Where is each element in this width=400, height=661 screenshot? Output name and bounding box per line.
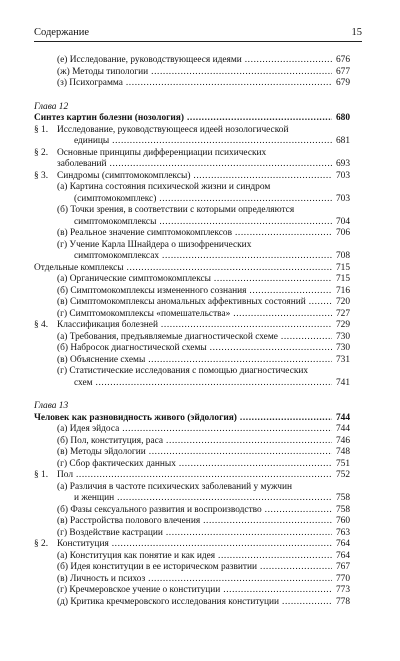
toc-entry-page: 748 <box>335 447 350 457</box>
page-number: 15 <box>351 27 362 38</box>
toc-entry[interactable] <box>34 309 350 321</box>
toc-entry-label: (г) Статистические исследования с помощью диагностических <box>57 366 309 376</box>
toc-entry-label: (б) Набросок диагностической схемы ..... <box>57 343 332 355</box>
toc-entry-label: (а) Конституция как понятие и как идея ..... <box>57 551 332 563</box>
toc-entry[interactable] <box>34 539 350 551</box>
toc-entry-page: 767 <box>335 562 350 572</box>
toc-entry-label: (а) Органические симптомокомплексы ..... <box>57 274 332 286</box>
section-number: § 2. <box>34 539 49 549</box>
toc-entry-label: (б) Точки зрения, в соответствии с которыми определяются <box>57 205 295 215</box>
toc-entry-label: (а) Требования, предъявляемые диагностической схеме ..... <box>57 332 332 344</box>
toc-entry[interactable] <box>34 263 350 275</box>
toc-entry-page: 744 <box>335 412 350 423</box>
toc-entry-label-cont: единицы ..... <box>74 136 332 148</box>
toc-entry[interactable] <box>34 171 350 183</box>
toc-entry-page: 730 <box>335 331 350 342</box>
toc-entry-page: 744 <box>335 424 350 434</box>
chapter-title-entry[interactable] <box>34 413 350 425</box>
toc-entry-page: 693 <box>335 159 350 169</box>
toc-entry[interactable] <box>34 528 350 540</box>
toc-entry[interactable] <box>34 320 350 332</box>
toc-entry-label-cont: симптомокомплексы ..... <box>74 217 332 229</box>
toc-entry-label: (в) Объяснение схемы ..... <box>57 355 332 367</box>
toc-entry-label-cont: заболеваний ..... <box>57 159 332 171</box>
toc-entry-page: 778 <box>335 596 350 607</box>
toc-entry-page: 764 <box>335 550 350 561</box>
toc-entry-label: (в) Реальное значение симптомокомплексов ..... <box>57 228 332 240</box>
toc-entry-label: (г) Воздействие кастрации ..... <box>57 528 332 540</box>
toc-entry-page: 763 <box>335 527 350 538</box>
toc-entry-page: 680 <box>335 113 350 123</box>
toc-entry-label-cont: симптомокомплексах ..... <box>74 251 332 263</box>
toc-entry-page: 727 <box>335 308 350 319</box>
toc-entry-label: (б) Идея конституции в ее историческом развитии ..... <box>57 562 332 574</box>
chapter-heading: Глава 13 <box>34 401 69 411</box>
chapter-title-entry[interactable] <box>34 113 350 125</box>
toc-entry-label: Пол <box>57 470 74 480</box>
toc-entry-label: (б) Пол, конституция, раса ..... <box>57 436 332 448</box>
toc-entry[interactable] <box>34 297 350 309</box>
toc-entry-label: (а) Идея эйдоса ..... <box>57 424 332 436</box>
toc-entry[interactable] <box>34 470 350 482</box>
toc-entry[interactable] <box>34 459 350 471</box>
toc-entry-page: 716 <box>335 285 350 296</box>
toc-entry-label: Исследование, руководствующееся идеей нозологической <box>57 124 289 135</box>
toc-entry-page: 760 <box>335 516 350 526</box>
toc-entry[interactable] <box>34 551 350 563</box>
toc-entry[interactable] <box>34 205 350 228</box>
toc-entry-page: 708 <box>335 251 350 261</box>
toc-entry[interactable] <box>34 424 350 436</box>
toc-entry[interactable] <box>34 67 350 79</box>
toc-entry[interactable] <box>34 447 350 459</box>
toc-entry-page: 706 <box>335 228 350 238</box>
toc-entry-label: Конституция <box>57 539 109 549</box>
toc-entry[interactable] <box>34 286 350 298</box>
toc-entry[interactable] <box>34 516 350 528</box>
toc-entry-page: 764 <box>335 539 350 549</box>
toc-entry-page: 729 <box>335 320 350 330</box>
toc-entry-page: 751 <box>335 458 350 469</box>
section-number: § 1. <box>34 124 49 135</box>
toc-entry[interactable] <box>34 55 350 67</box>
toc-entry-page: 758 <box>335 504 350 515</box>
running-header <box>34 27 362 42</box>
toc-entry-label: (г) Кречмеровское учение о конституции ..... <box>57 585 332 597</box>
toc-entry-page: 730 <box>335 343 350 353</box>
toc-entry-label-cont: (симптомокомплекс) ..... <box>74 194 332 206</box>
toc-entry-page: 676 <box>335 55 350 65</box>
toc-entry-page: 773 <box>335 585 350 595</box>
toc-entry-label: Отдельные комплексы ..... <box>34 263 332 275</box>
toc-entry[interactable] <box>34 240 350 263</box>
toc-entry-page: 704 <box>335 216 350 227</box>
chapter-title: Человек как разновидность живого (эйдология) ..... <box>34 413 332 425</box>
toc-entry[interactable] <box>34 332 350 344</box>
running-title: Содержание <box>34 27 90 38</box>
toc-entry-label: Синдромы (симптомокомплексы) <box>57 170 191 181</box>
toc-entry-label: Основные принципы дифференциации психических <box>57 147 267 158</box>
toc-entry-page: 703 <box>335 170 350 181</box>
toc-entry[interactable] <box>34 597 350 609</box>
table-of-contents <box>34 55 350 608</box>
toc-entry[interactable] <box>34 274 350 286</box>
toc-entry-label: (а) Различия в частоте психических заболеваний у мужчин <box>57 481 293 492</box>
toc-entry[interactable] <box>34 366 350 389</box>
toc-entry-label: (б) Симптомокомплексы измененного сознания ..... <box>57 286 332 298</box>
toc-entry-label: (д) Критика кречмеровского исследования конституции ..... <box>57 597 332 609</box>
toc-entry[interactable] <box>34 182 350 205</box>
toc-entry-page: 681 <box>335 136 350 146</box>
toc-entry[interactable] <box>34 355 350 367</box>
toc-entry-label: (в) Симптомокомплексы аномальных аффективных состояний ..... <box>57 297 332 309</box>
toc-entry-page: 752 <box>335 470 350 480</box>
toc-entry-page: 677 <box>335 66 350 77</box>
toc-entry-page: 770 <box>335 573 350 584</box>
toc-entry-label: (г) Учение Карла Шнайдера о шизофренических <box>57 239 252 250</box>
toc-entry[interactable] <box>34 436 350 448</box>
toc-entry-page: 758 <box>335 493 350 503</box>
toc-entry-page: 703 <box>335 193 350 204</box>
toc-entry-label: (г) Симптомокомплексы «помешательства» ..... <box>57 309 332 321</box>
toc-entry-label: (б) Фазы сексуального развития и воспроизводство ..... <box>57 505 332 517</box>
toc-entry[interactable] <box>34 78 350 90</box>
toc-entry[interactable] <box>34 148 350 171</box>
toc-entry-page: 731 <box>335 354 350 365</box>
toc-entry[interactable] <box>34 343 350 355</box>
section-number: § 3. <box>34 170 49 181</box>
toc-entry-label: (г) Сбор фактических данных ..... <box>57 459 332 471</box>
chapter-heading: Глава 12 <box>34 101 69 112</box>
toc-entry-page: 679 <box>335 78 350 88</box>
toc-entry[interactable] <box>34 585 350 597</box>
toc-entry-label-cont: схем ..... <box>74 378 332 390</box>
toc-entry-label-cont: и женщин ..... <box>74 493 332 505</box>
toc-entry-label: (з) Психограмма ..... <box>57 78 332 90</box>
toc-entry-label: Классификация болезней <box>57 320 158 330</box>
toc-entry[interactable] <box>34 482 350 505</box>
toc-entry-page: 720 <box>335 297 350 307</box>
section-number: § 4. <box>34 320 49 330</box>
toc-entry[interactable] <box>34 125 350 148</box>
toc-entry-page: 741 <box>335 377 350 388</box>
section-number: § 2. <box>34 147 49 158</box>
section-number: § 1. <box>34 470 49 480</box>
toc-entry[interactable] <box>34 505 350 517</box>
chapter-title: Синтез картин болезни (нозология) ..... <box>34 113 332 125</box>
toc-entry[interactable] <box>34 574 350 586</box>
toc-entry-label: (е) Исследование, руководствующееся идеями ..... <box>57 55 332 67</box>
toc-entry-label: (ж) Методы типологии ..... <box>57 67 332 79</box>
toc-entry[interactable] <box>34 562 350 574</box>
toc-entry[interactable] <box>34 228 350 240</box>
toc-entry-label: (в) Методы эйдологии ..... <box>57 447 332 459</box>
toc-entry-page: 715 <box>335 262 350 273</box>
toc-entry-label: (а) Картина состояния психической жизни и синдром <box>57 182 271 192</box>
toc-entry-page: 746 <box>335 435 350 446</box>
toc-entry-label: (в) Расстройства полового влечения ..... <box>57 516 332 528</box>
toc-entry-page: 715 <box>335 274 350 284</box>
toc-entry-label: (в) Личность и психоз ..... <box>57 574 332 586</box>
